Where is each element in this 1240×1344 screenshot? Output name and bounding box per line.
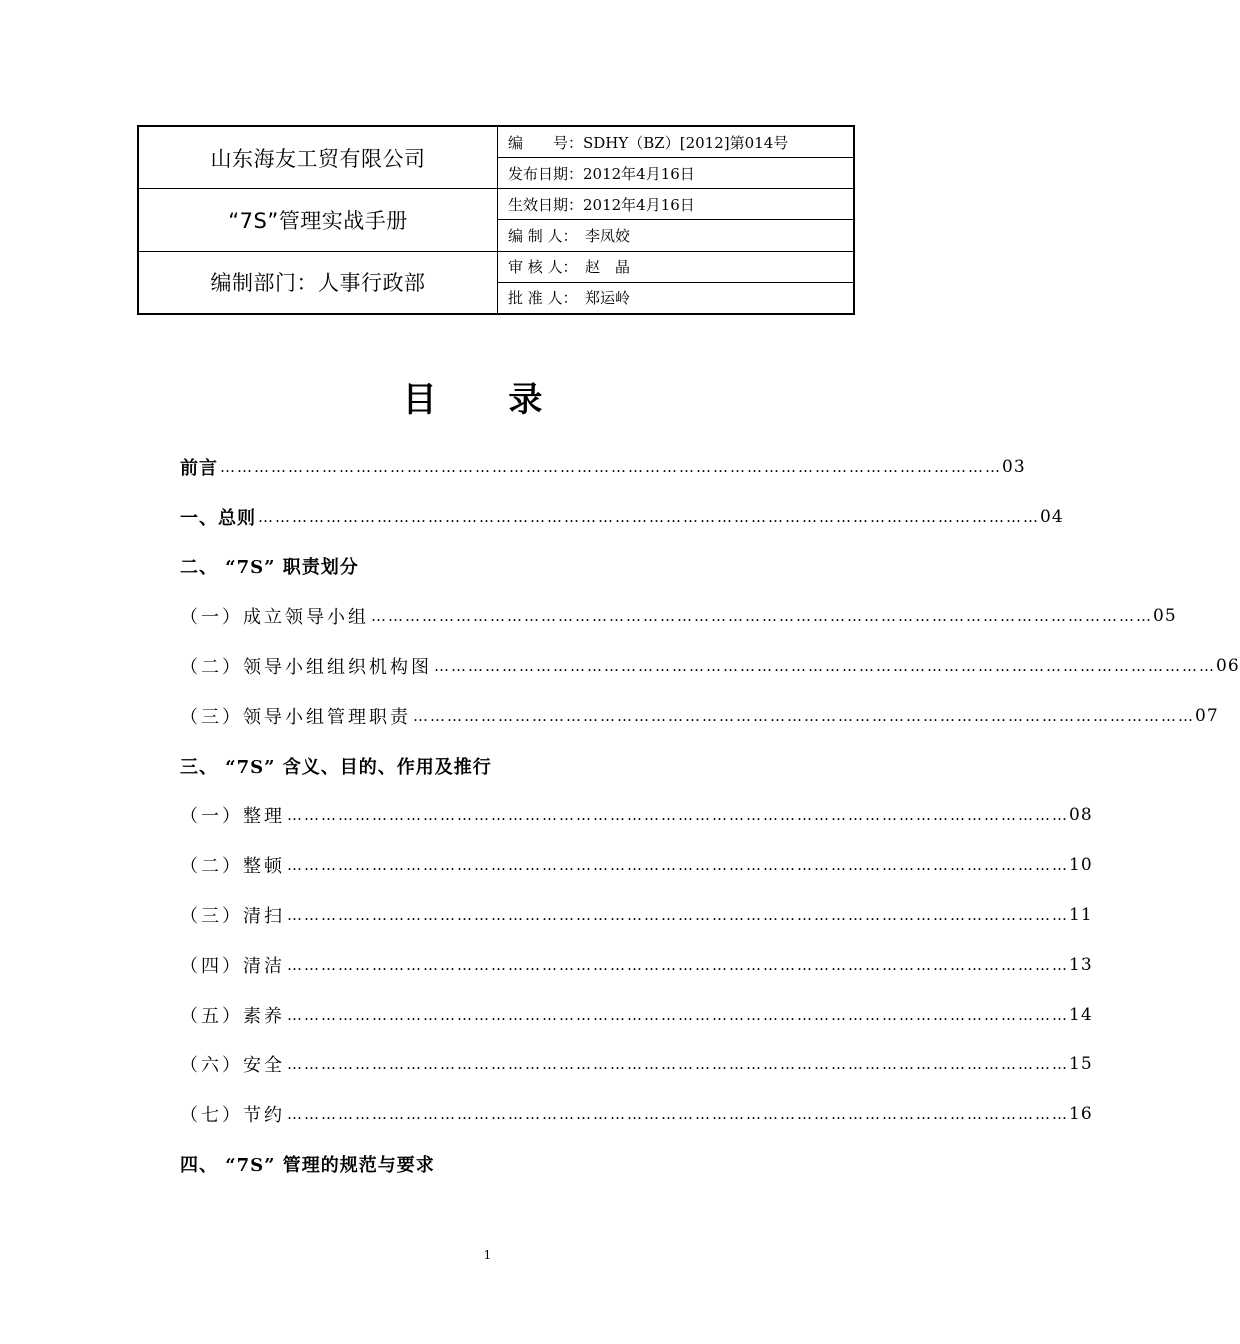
toc-entry-label: 四、 “7S” 管理的规范与要求 [180,1155,435,1177]
toc-dot-leader: ………………………………………………………………………………………………………………………… [434,657,1216,676]
toc-title: 目 录 [402,380,573,420]
toc-entry[interactable] [180,641,1240,691]
toc-entry[interactable] [180,542,828,592]
toc-entry[interactable] [180,691,1219,741]
toc-dot-leader: ………………………………………………………………………………………………………………………… [287,1005,1069,1024]
toc-dot-leader: ………………………………………………………………………………………………………………………… [287,1055,1069,1074]
toc-entry[interactable] [180,442,1026,492]
toc-entry-label: （五）素养 [180,1005,285,1027]
approver-field: 批 准 人： 郑运岭 [498,282,855,314]
toc-entry-page: 08 [1069,805,1093,826]
page-number: 1 [483,1248,492,1262]
toc-entry-label: （一）成立领导小组 [180,607,369,629]
toc-entry[interactable] [180,791,1093,841]
toc-dot-leader: ………………………………………………………………………………………………………………………… [413,706,1195,725]
toc-entry-page: 06 [1216,656,1240,677]
document-number-field: 编 号：SDHY（BZ）[2012]第014号 [498,126,855,158]
compiler-field: 编 制 人： 李凤姣 [498,220,855,251]
toc-entry-label: （二）领导小组组织机构图 [180,657,432,679]
toc-dot-leader: ………………………………………………………………………………………………………………………… [287,906,1069,925]
toc-entry-label: 一、总则 [180,507,256,529]
toc-entry-page: 14 [1069,1004,1093,1025]
toc-entry-page: 13 [1069,954,1093,975]
toc-entry-page: 05 [1153,606,1177,627]
toc-entry-page: 04 [1040,506,1064,527]
toc-entry[interactable] [180,1040,1093,1090]
toc-entry-label: （三）领导小组管理职责 [180,706,411,728]
department-name: 编制部门：人事行政部 [138,251,498,314]
toc-entry-label: （四）清洁 [180,955,285,977]
manual-title: “7S”管理实战手册 [138,189,498,251]
company-name: 山东海友工贸有限公司 [138,126,498,189]
toc-entry-page: 11 [1069,905,1093,926]
reviewer-field: 审 核 人： 赵 晶 [498,251,855,282]
toc-entry-label: （一）整理 [180,806,285,828]
toc-entry-label: （二）整顿 [180,856,285,878]
toc-entry-label: （七）节约 [180,1105,285,1127]
toc-entry-label: 二、 “7S” 职责划分 [180,557,359,579]
issue-date-field: 发布日期：2012年4月16日 [498,158,855,189]
toc-entry-label: （三）清扫 [180,906,285,928]
toc-dot-leader: ………………………………………………………………………………………………………………………… [371,607,1153,626]
toc-dot-leader: ………………………………………………………………………………………………………………………… [287,1105,1069,1124]
toc-entry[interactable] [180,1089,1093,1139]
toc-entry-page: 03 [1002,456,1026,477]
toc-dot-leader: ………………………………………………………………………………………………………………………… [287,955,1069,974]
toc-entry[interactable] [180,940,1093,990]
toc-entry[interactable] [180,840,1093,890]
toc-dot-leader: ………………………………………………………………………………………………………………………… [258,507,1040,526]
toc-dot-leader: ………………………………………………………………………………………………………………………… [220,457,1002,476]
toc-entry[interactable] [180,492,1064,542]
toc-entry-label: 前言 [180,457,218,479]
toc-entry-label: （六）安全 [180,1055,285,1077]
toc-entry-page: 10 [1069,855,1093,876]
toc-entry[interactable] [180,741,828,791]
table-of-contents [180,442,1240,1189]
toc-dot-leader: ………………………………………………………………………………………………………………………… [287,856,1069,875]
toc-entry-page: 16 [1069,1104,1093,1125]
toc-entry[interactable] [180,1139,828,1189]
toc-entry[interactable] [180,990,1093,1040]
toc-dot-leader: ………………………………………………………………………………………………………………………… [287,806,1069,825]
toc-entry-label: 三、 “7S” 含义、目的、作用及推行 [180,756,492,778]
toc-entry[interactable] [180,890,1093,940]
toc-entry-page: 07 [1195,705,1219,726]
document-header-table [137,125,855,315]
effective-date-field: 生效日期：2012年4月16日 [498,189,855,220]
toc-entry[interactable] [180,591,1177,641]
toc-entry-page: 15 [1069,1054,1093,1075]
